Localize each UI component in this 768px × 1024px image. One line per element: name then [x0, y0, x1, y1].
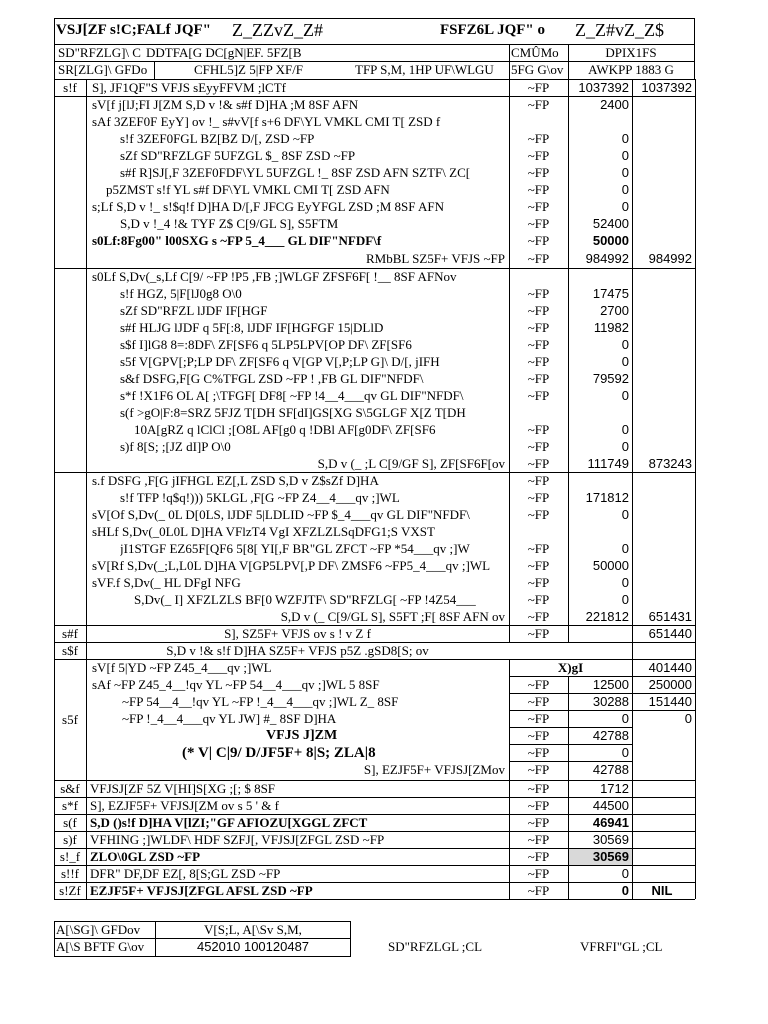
row-description: s!f TFP !q$q!))) 5KLGL ,F[G ~FP Z4__4___qv ;]WL [120, 490, 400, 505]
row-divider [509, 727, 632, 728]
row-total: 873243 [648, 456, 692, 471]
row-unit: ~FP [527, 798, 550, 813]
row-unit: ~FP [527, 354, 550, 369]
tax-line-description: (* V| C|9/ D/JF5F+ 8|S; ZLA|8 [182, 745, 376, 761]
table-border-right [695, 780, 696, 899]
account-number: 452010 100120487 [196, 939, 310, 954]
row-amount: 0 [621, 148, 629, 163]
row-divider [509, 693, 695, 694]
year-label: VSJ[ZF s!C;FALf JQF" [56, 22, 211, 38]
row-unit: ~FP [527, 422, 550, 437]
row-description: s(f >gO|F:8=SRZ 5FJZ T[DH SF[dI]GS[XG S\5GLGF X[Z T[DH [120, 405, 466, 420]
row-number: s!Zf [59, 883, 81, 898]
row-description: s0Lf:8Fg00" l00SXG s ~FP 5_4___ GL DIF"NFDF\f [92, 233, 382, 248]
row-amount: 984992 [585, 251, 629, 266]
column-line [632, 659, 633, 780]
tax-header: X)gI [557, 660, 584, 675]
row-description: EZJF5F+ VFJSJ[ZFGL AFSL ZSD ~FP [90, 883, 313, 898]
tax-line-description: sAf ~FP Z45_4__!qv YL ~FP 54__4___qv ;]WL 5 8SF [92, 677, 380, 692]
row-unit: ~FP [527, 677, 550, 692]
row-total: 651440 [648, 626, 692, 641]
row-unit: ~FP [527, 216, 550, 231]
office-name: CFHL5]Z 5|FP XF/F [194, 62, 304, 77]
row-number: s#f [62, 626, 78, 641]
row-description: DFR" DF,DF EZ[, 8[S;GL ZSD ~FP [90, 866, 281, 881]
row-description: RMbBL SZ5F+ VFJS ~FP [365, 251, 505, 266]
row-description: VFHING ;]WLDF\ HDF SZFJ[, VFJSJ[ZFGL ZSD ~FP [90, 832, 385, 847]
row-amount: 79592 [592, 371, 629, 386]
row-unit: ~FP [527, 728, 550, 743]
row-amount: 0 [621, 575, 629, 590]
row-total: 651431 [648, 609, 692, 624]
row-amount: 50000 [592, 558, 629, 573]
row-total: 250000 [648, 677, 692, 692]
row-number: s)f [63, 832, 77, 847]
row-amount: 0 [621, 541, 629, 556]
column-line [568, 780, 569, 899]
employee-name-label: SD"RFZLG]\ C [58, 45, 141, 60]
row-amount: 1712 [600, 781, 629, 796]
row-amount: 1037392 [578, 80, 629, 95]
table-border-right [695, 659, 696, 780]
row-amount: 17475 [592, 286, 629, 301]
row-unit: ~FP [527, 148, 550, 163]
row-number: s5f [62, 711, 78, 727]
row-unit: ~FP [527, 182, 550, 197]
row-number: s(f [63, 815, 77, 830]
row-unit: ~FP [527, 303, 550, 318]
row-unit: ~FP [527, 711, 550, 726]
employee-name: DDTFA[G DC[gN|EF. 5FZ[B [146, 45, 302, 60]
row-unit: ~FP [527, 337, 550, 352]
row-description: s;Lf S,D v !_ s!$q!f D]HA D/[,F JFCG EyYFGL ZSD ;M 8SF AFN [92, 199, 445, 214]
row-amount: 42788 [592, 728, 629, 743]
row-description: sHLf S,Dv(_0L0L D]HA VFlzT4 VgI XFZLZLSqDFG1;S VXST [92, 524, 435, 539]
row-divider [509, 761, 632, 762]
table-border-left [54, 780, 55, 899]
column-line [632, 780, 633, 899]
row-description: s#f HLJG lJDF q 5F[:8, lJDF IF[HGFGF 15|DLlD [120, 320, 384, 335]
row-total: 151440 [648, 694, 692, 709]
tax-line-description: ~FP 54__4__!qv YL ~FP !_4__4___qv ;]WL Z_ 8SF [122, 694, 399, 709]
row-amount: 2700 [600, 303, 629, 318]
account-number-label: A[\S BFTF G\ov [56, 939, 145, 954]
row-amount: 50000 [592, 233, 629, 248]
row-unit: ~FP [527, 575, 550, 590]
row-description: s0Lf S,Dv(_s,Lf C[9/ ~FP !P5 ,FB ;]WLGF ZFSF6F[ !__ 8SF AFNov [92, 269, 457, 284]
row-description: S,D v (_ C[9/GL S], S5FT ;F[ 8SF AFN ov [280, 609, 505, 624]
row-amount: 42788 [592, 762, 629, 777]
row-amount: 44500 [592, 798, 629, 813]
row-description: s*f !X1F6 OL A[ ;\TFGF[ DF8[ ~FP !4__4___qv GL DIF"NFDF\ [120, 388, 464, 403]
row-description: s5f V[GPV[;P;LP DF\ ZF[SF6 q V[GP V[,P;LP G]\ D/[, jIFH [120, 354, 440, 369]
row-description: S,D v !& s!f D]HA SZ5F+ VFJS p5Z .gSD8[S; ov [166, 643, 429, 658]
row-unit: ~FP [527, 849, 550, 864]
assessment-year-value: Z_Z#vZ_Z$ [575, 20, 664, 40]
column-line [509, 79, 510, 642]
bank-name: V[S;L, A[\Sv S,M, [204, 922, 302, 937]
employee-signature-label: SD"RFZLGL ;CL [388, 939, 483, 954]
row-unit: ~FP [527, 320, 550, 335]
row-unit: ~FP [527, 199, 550, 214]
row-divider [54, 899, 695, 900]
row-amount: 0 [621, 182, 629, 197]
row-amount: 52400 [592, 216, 629, 231]
office-label: SR[ZLG]\ GFDo [58, 62, 148, 77]
row-number: s*f [62, 798, 78, 813]
row-description: sVF.f S,Dv(_ HL DFgI NFG [92, 575, 241, 590]
row-amount: 0 [621, 199, 629, 214]
row-unit: ~FP [527, 866, 550, 881]
row-unit: ~FP [527, 694, 550, 709]
row-number: s&f [60, 781, 80, 796]
table-border-right [695, 79, 696, 659]
row-description: S,Dv(_ I] XFZLZLS BF[0 WZFJTF\ SD"RFZLG[ ~FP !4Z54___ [134, 592, 476, 607]
row-unit: ~FP [527, 286, 550, 301]
row-divider [509, 710, 695, 711]
row-description: S,D ()s!f D]HA V[lZI;"GF AFIOZU[XGGL ZFCT [90, 815, 368, 830]
table-border-left [54, 79, 55, 659]
row-number: s!!f [60, 866, 80, 881]
pan-number: AWKPP 1883 G [588, 62, 674, 77]
row-unit: ~FP [527, 371, 550, 386]
column-line [86, 659, 87, 780]
row-divider [509, 744, 632, 745]
header-col4: CMÛMo [511, 45, 559, 60]
row-description: s.f DSFG ,F[G jIFHGL EZ[,L ZSD S,D v Z$sZf D]HA [92, 473, 379, 488]
row-unit: ~FP [527, 251, 550, 266]
row-description: s!f 3ZEF0FGL BZ[BZ D/[, ZSD ~FP [120, 131, 315, 146]
row-amount: 0 [621, 711, 629, 726]
year-value: Z_ZZvZ_Z# [232, 20, 323, 40]
row-amount: 0 [621, 592, 629, 607]
row-amount: 171812 [585, 490, 629, 505]
row-amount: 12500 [592, 677, 629, 692]
row-amount: 0 [621, 165, 629, 180]
office-address: TFP S,M, 1HP UF\WLGU [355, 62, 494, 77]
row-amount: 0 [621, 388, 629, 403]
row-description: s)f 8[S; ;[JZ dI]P O\0 [120, 439, 231, 454]
row-unit: ~FP [527, 832, 550, 847]
tax-line-description: sV[f 5|YD ~FP Z45_4___qv ;]WL [92, 660, 272, 675]
row-description: s#f R]SJ[,F 3ZEF0FDF\YL 5UFZGL !_ 8SF ZSD AFN SZTF\ ZC[ [120, 165, 471, 180]
tax-header-total: 401440 [648, 660, 692, 675]
row-number: s!_f [59, 849, 81, 864]
table-border-left [54, 659, 55, 780]
column-line [568, 79, 569, 642]
row-amount: 30569 [592, 849, 629, 864]
row-total: 984992 [648, 251, 692, 266]
row-unit: ~FP [527, 609, 550, 624]
row-description: VFJSJ[ZF 5Z V[HI]S[XG ;[; $ 8SF [90, 781, 276, 796]
row-description: s&f DSFG,F[G C%TFGL ZSD ~FP ! ,FB GL DIF"NFDF\ [120, 371, 424, 386]
row-unit: ~FP [527, 815, 550, 830]
row-unit: ~FP [527, 558, 550, 573]
row-number: s$f [62, 643, 78, 658]
row-description: S,D v !_4 !& TYF Z$ C[9/GL S], S5FTM [120, 216, 339, 231]
row-unit: ~FP [527, 80, 550, 95]
row-unit: ~FP [527, 626, 550, 641]
row-amount: 111749 [587, 456, 629, 471]
row-amount: 30288 [592, 694, 629, 709]
row-amount: 2400 [600, 97, 629, 112]
row-total: 0 [684, 711, 692, 726]
row-description: p5ZMST s!f YL s#f DF\YL VMKL CMI T[ ZSD AFN [106, 182, 390, 197]
row-unit: ~FP [527, 97, 550, 112]
row-unit: ~FP [527, 541, 550, 556]
row-description: sZf SD"RFZL lJDF IF[HGF [120, 303, 268, 318]
row-amount: 221812 [585, 609, 629, 624]
principal-signature-label: VFRFI"GL ;CL [580, 939, 663, 954]
row-unit: ~FP [527, 762, 550, 777]
row-amount: 0 [621, 354, 629, 369]
row-unit: ~FP [527, 473, 550, 488]
tax-line-description: ~FP !_4__4___qv YL JW] #_ 8SF D]HA [122, 711, 337, 726]
row-description: s!f HGZ, 5|F[lJ0g8 O\0 [120, 286, 242, 301]
row-unit: ~FP [527, 456, 550, 471]
row-amount: 0 [621, 337, 629, 352]
column-line [509, 780, 510, 899]
row-description: S], SZ5F+ VFJS ov s ! v Z f [224, 626, 371, 641]
row-amount: 11982 [593, 320, 629, 335]
row-description: s$f I]lG8 8=:8DF\ ZF[SF6 q 5LP5LPV[OP DF\ ZF[SF6 [120, 337, 412, 352]
pan-label: 5FG G\ov [511, 62, 564, 77]
row-unit: ~FP [527, 233, 550, 248]
row-description: sV[Of S,Dv(_ 0L D[0LS, lJDF 5|LDLID ~FP $_4___qv GL DIF"NFDF\ [92, 507, 470, 522]
row-unit: ~FP [527, 131, 550, 146]
row-description: sAf 3ZEF0F EyY] ov !_ s#vV[f s+6 DF\YL VMKL CMI T[ ZSD f [92, 114, 441, 129]
row-unit: ~FP [527, 165, 550, 180]
row-description: sZf SD"RFZLGF 5UFZGL $_ 8SF ZSD ~FP [120, 148, 356, 163]
assessment-year-label: FSFZ6L JQF" o [440, 22, 546, 38]
row-divider [509, 676, 695, 677]
row-description: S], EZJF5F+ VFJSJ[ZM ov s 5 ' & f [90, 798, 279, 813]
row-amount: 0 [621, 439, 629, 454]
row-description: ZLO\0GL ZSD ~FP [90, 849, 201, 864]
row-description: S], JF1QF"S VFJS sEyyFFVM ;lCTf [92, 80, 286, 95]
row-unit: ~FP [527, 745, 550, 760]
row-amount: 0 [621, 883, 629, 898]
row-unit: ~FP [527, 592, 550, 607]
row-unit: ~FP [527, 883, 550, 898]
row-unit: ~FP [527, 490, 550, 505]
row-description: sV[Rf S,Dv(_;L,L0L D]HA V[GP5LPV[,P DF\ ZMSF6 ~FP5_4___qv ;]WL [92, 558, 491, 573]
row-total: NIL [651, 883, 673, 898]
row-unit: ~FP [527, 781, 550, 796]
row-description: jI1STGF EZ65F[QF6 5[8[ YI[,F BR"GL ZFCT ~FP *54___qv ;]W [120, 541, 470, 556]
row-amount: 0 [621, 866, 629, 881]
row-amount: 0 [621, 422, 629, 437]
row-unit: ~FP [527, 507, 550, 522]
header-col5: DPIX1FS [605, 45, 657, 60]
row-description: S,D v (_ ;L C[9/GF S], ZF[SF6F[ov [317, 456, 505, 471]
bank-name-label: A[\SG]\ GFDov [56, 922, 141, 937]
tax-line-description: S], EZJF5F+ VFJSJ[ZMov [363, 762, 505, 777]
row-amount: 0 [621, 131, 629, 146]
tax-line-description: VFJS J]ZM [266, 728, 338, 743]
column-line [509, 659, 510, 780]
row-amount: 0 [621, 745, 629, 760]
row-total: 1037392 [641, 80, 692, 95]
row-description: sV[f j[lJ;FI J[ZM S,D v !& s#f D]HA ;M 8SF AFN [92, 97, 359, 112]
row-unit: ~FP [527, 439, 550, 454]
row-amount: 46941 [592, 815, 629, 830]
row-amount: 30569 [592, 832, 629, 847]
row-unit: ~FP [527, 388, 550, 403]
column-line [86, 780, 87, 899]
column-line [86, 79, 87, 659]
column-line [632, 79, 633, 659]
row-description: 10A[gRZ q lClCl ;[O8L AF[g0 q !DBl AF[g0DF\ ZF[SF6 [134, 422, 436, 437]
row-amount: 0 [621, 507, 629, 522]
column-line [568, 676, 569, 780]
row-number: s!f [63, 80, 77, 95]
